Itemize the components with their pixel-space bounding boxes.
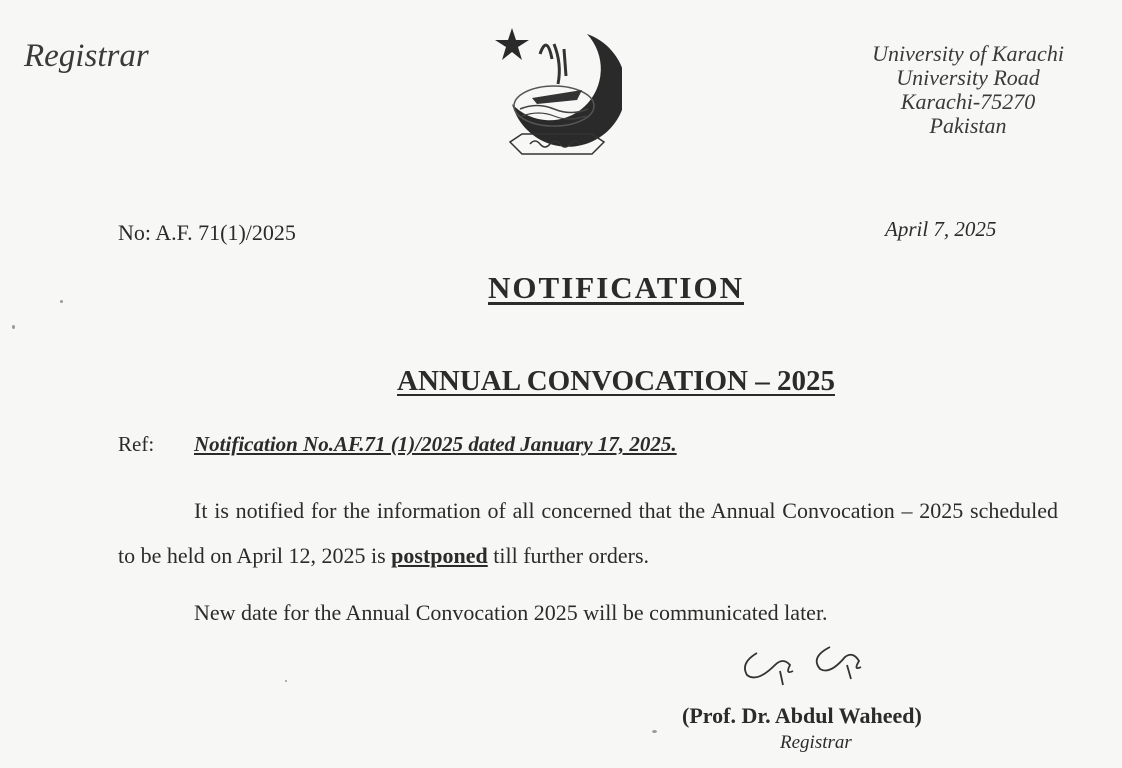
header-registrar: Registrar (24, 38, 149, 74)
university-address (838, 42, 1098, 138)
reference-label: Ref: (118, 432, 155, 456)
postponed-emphasis: postponed (391, 543, 488, 568)
scan-speck (285, 680, 287, 682)
address-line: Pakistan (929, 113, 1007, 138)
address-line: University of Karachi (872, 41, 1064, 66)
signatory-title: Registrar (780, 732, 852, 753)
body-paragraph-1 (118, 488, 1058, 578)
address-line: Karachi-75270 (900, 89, 1036, 114)
body-paragraph-2: New date for the Annual Convocation 2025 will be communicated later. (194, 600, 828, 625)
subject-heading: ANNUAL CONVOCATION – 2025 (397, 365, 835, 397)
scan-speck (652, 730, 657, 733)
para1-text-start: It is notified for the information of all concerned that the Annual Convocation – 2025 scheduled to be held on April 12, 2025 is (118, 498, 1058, 568)
reference-number: No: A.F. 71(1)/2025 (118, 220, 296, 245)
para1-text-end: till further orders. (487, 543, 650, 568)
document-date: April 7, 2025 (885, 217, 997, 241)
reference-text: Notification No.AF.71 (1)/2025 dated January 17, 2025. (194, 432, 677, 456)
scan-speck (12, 325, 15, 329)
university-logo (492, 14, 622, 164)
signature-image (735, 635, 880, 690)
scan-speck (60, 300, 63, 303)
signatory-name: (Prof. Dr. Abdul Waheed) (682, 703, 922, 728)
star-icon (495, 28, 529, 60)
address-line: University Road (896, 65, 1040, 90)
reference-line (118, 432, 677, 457)
notification-heading: NOTIFICATION (488, 270, 744, 305)
